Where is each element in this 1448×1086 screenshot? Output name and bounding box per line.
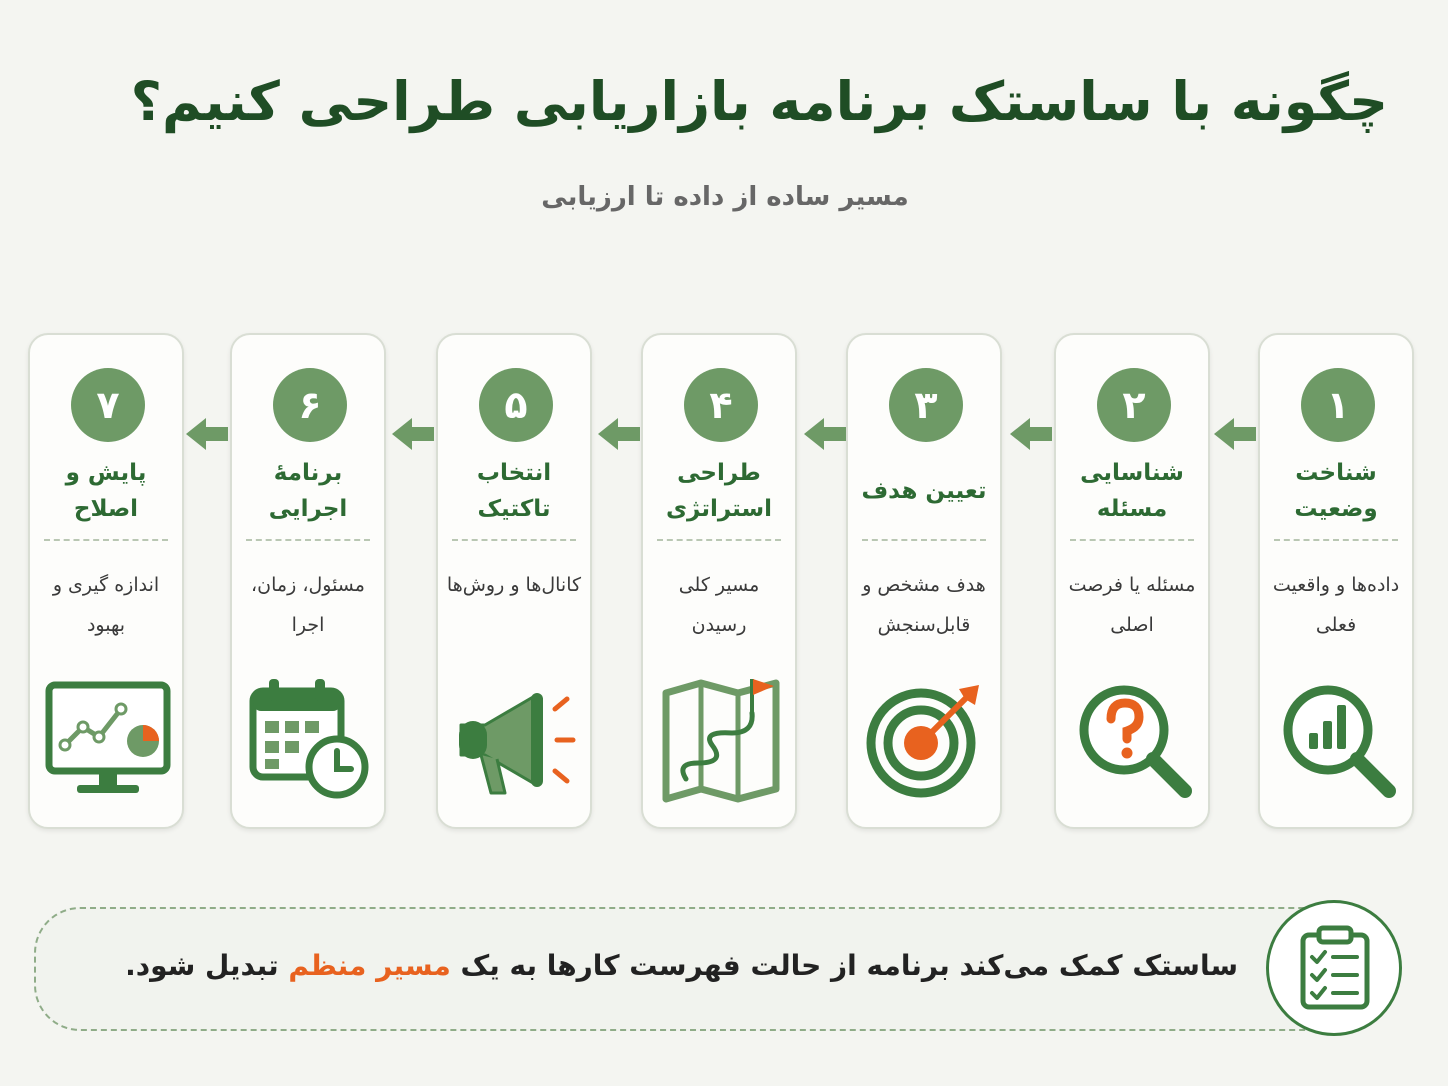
step-title: پایش و اصلاح [65, 460, 147, 522]
step-description: هدف مشخص و قابل‌سنجش [862, 574, 986, 636]
step-title: طراحی استراتژی [665, 460, 773, 522]
monitor-chart-icon [43, 675, 173, 805]
step-description: کانال‌ها و روش‌ها [446, 574, 582, 596]
step-description: اندازه گیری و بهبود [52, 574, 160, 636]
map-flag-icon [656, 675, 786, 805]
step-number: ۲ [1097, 368, 1171, 442]
step-card-5 [436, 333, 592, 829]
megaphone-icon [451, 675, 581, 805]
magnifier-bar-chart-icon [1273, 675, 1403, 805]
step-card-3 [846, 333, 1002, 829]
step-card-6 [230, 333, 386, 829]
summary-text-end: تبدیل شود. [125, 949, 279, 982]
arrow-left-icon [390, 414, 436, 454]
divider [1274, 539, 1398, 541]
arrow-left-icon [1212, 414, 1258, 454]
step-title: شناخت وضعیت [1294, 460, 1378, 522]
arrow-left-icon [1008, 414, 1054, 454]
clipboard-badge [1266, 900, 1402, 1036]
arrow-left-icon [802, 414, 848, 454]
step-number: ۴ [684, 368, 758, 442]
step-title: تعیین هدف [861, 478, 987, 504]
step-card-1 [1258, 333, 1414, 829]
step-title: برنامهٔ اجرایی [268, 460, 348, 522]
divider [657, 539, 781, 541]
step-number: ۷ [71, 368, 145, 442]
step-description: مسئله یا فرصت اصلی [1068, 574, 1196, 636]
summary-highlight: مسیر منظم [288, 949, 451, 982]
summary-text [120, 949, 1238, 982]
divider [452, 539, 576, 541]
page-subtitle: مسیر ساده از داده تا ارزیابی [541, 182, 909, 212]
clipboard-checklist-icon [1297, 925, 1373, 1011]
step-number: ۶ [273, 368, 347, 442]
calendar-clock-icon [245, 675, 375, 805]
step-card-4 [641, 333, 797, 829]
step-card-2 [1054, 333, 1210, 829]
step-title: شناسایی مسئله [1080, 460, 1184, 522]
step-title: انتخاب تاکتیک [476, 460, 552, 522]
page-title: چگونه با ساستک برنامه بازاریابی طراحی کنیم؟ [130, 70, 1388, 133]
magnifier-question-icon [1069, 675, 1199, 805]
step-description: مسیر کلی رسیدن [678, 574, 760, 636]
divider [862, 539, 986, 541]
step-number: ۵ [479, 368, 553, 442]
arrow-left-icon [184, 414, 230, 454]
step-card-7 [28, 333, 184, 829]
divider [246, 539, 370, 541]
summary-text-start: ساستک کمک می‌کند برنامه از حالت فهرست کارها به یک [460, 949, 1238, 982]
target-icon [861, 675, 991, 805]
step-description: مسئول، زمان، اجرا [251, 574, 365, 636]
arrow-left-icon [596, 414, 642, 454]
step-number: ۱ [1301, 368, 1375, 442]
step-description: داده‌ها و واقعیت فعلی [1272, 574, 1400, 636]
step-number: ۳ [889, 368, 963, 442]
divider [44, 539, 168, 541]
divider [1070, 539, 1194, 541]
